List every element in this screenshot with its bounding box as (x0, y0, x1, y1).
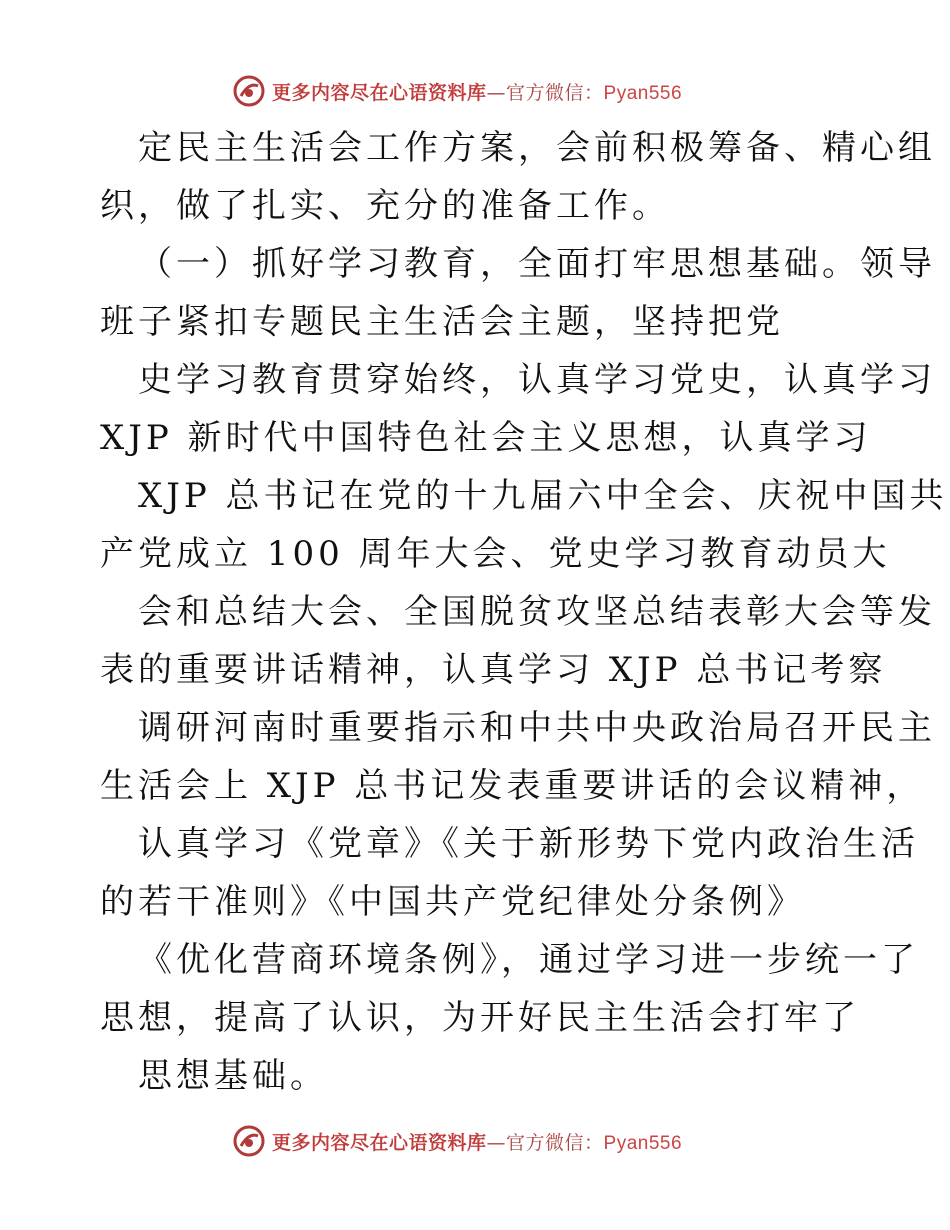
text-line: 史学习教育贯穿始终，认真学习党史，认真学习 (138, 360, 936, 400)
text-line: （一）抓好学习教育，全面打牢思想基础。领导 (138, 244, 936, 284)
text-line: XJP 总书记在党的十九届六中全会、庆祝中国共 (138, 476, 948, 516)
text-line: 定民主生活会工作方案，会前积极筹备、精心组 (138, 128, 936, 168)
brand-logo-icon (232, 74, 266, 108)
text-line: 生活会上 XJP 总书记发表重要讲话的会议精神， (100, 766, 925, 806)
header-watermark-banner (232, 74, 682, 108)
text-line: 思想基础。 (138, 1056, 328, 1096)
banner-wechat-id: Pyan556 (603, 1132, 683, 1154)
brand-logo-icon (232, 1124, 266, 1158)
banner-text (272, 78, 682, 105)
banner-dash: — (486, 1131, 507, 1154)
banner-brand: 更多内容尽在心语资料库 (272, 1131, 487, 1154)
text-line: XJP 新时代中国特色社会主义思想，认真学习 (100, 418, 872, 458)
text-line: 表的重要讲话精神，认真学习 XJP 总书记考察 (100, 650, 887, 690)
text-line: 织，做了扎实、充分的准备工作。 (100, 186, 670, 226)
text-line: 班子紧扣专题民主生活会主题，坚持把党 (100, 302, 784, 342)
banner-wechat-label: 官方微信： (506, 81, 604, 104)
banner-dash: — (486, 81, 507, 104)
text-line: 思想，提高了认识，为开好民主生活会打牢了 (100, 998, 860, 1038)
text-line: 产党成立 100 周年大会、党史学习教育动员大 (100, 534, 891, 574)
banner-wechat-id: Pyan556 (603, 82, 683, 104)
banner-brand: 更多内容尽在心语资料库 (272, 81, 487, 104)
text-line: 《优化营商环境条例》，通过学习进一步统一了 (138, 940, 919, 980)
text-line: 的若干准则》《中国共产党纪律处分条例》 (100, 882, 805, 922)
text-line: 调研河南时重要指示和中共中央政治局召开民主 (138, 708, 936, 748)
banner-text (272, 1128, 682, 1155)
text-line: 会和总结大会、全国脱贫攻坚总结表彰大会等发 (138, 592, 936, 632)
banner-wechat-label: 官方微信： (506, 1131, 604, 1154)
text-line: 认真学习《党章》《关于新形势下党内政治生活 (138, 824, 919, 864)
footer-watermark-banner (232, 1124, 682, 1158)
